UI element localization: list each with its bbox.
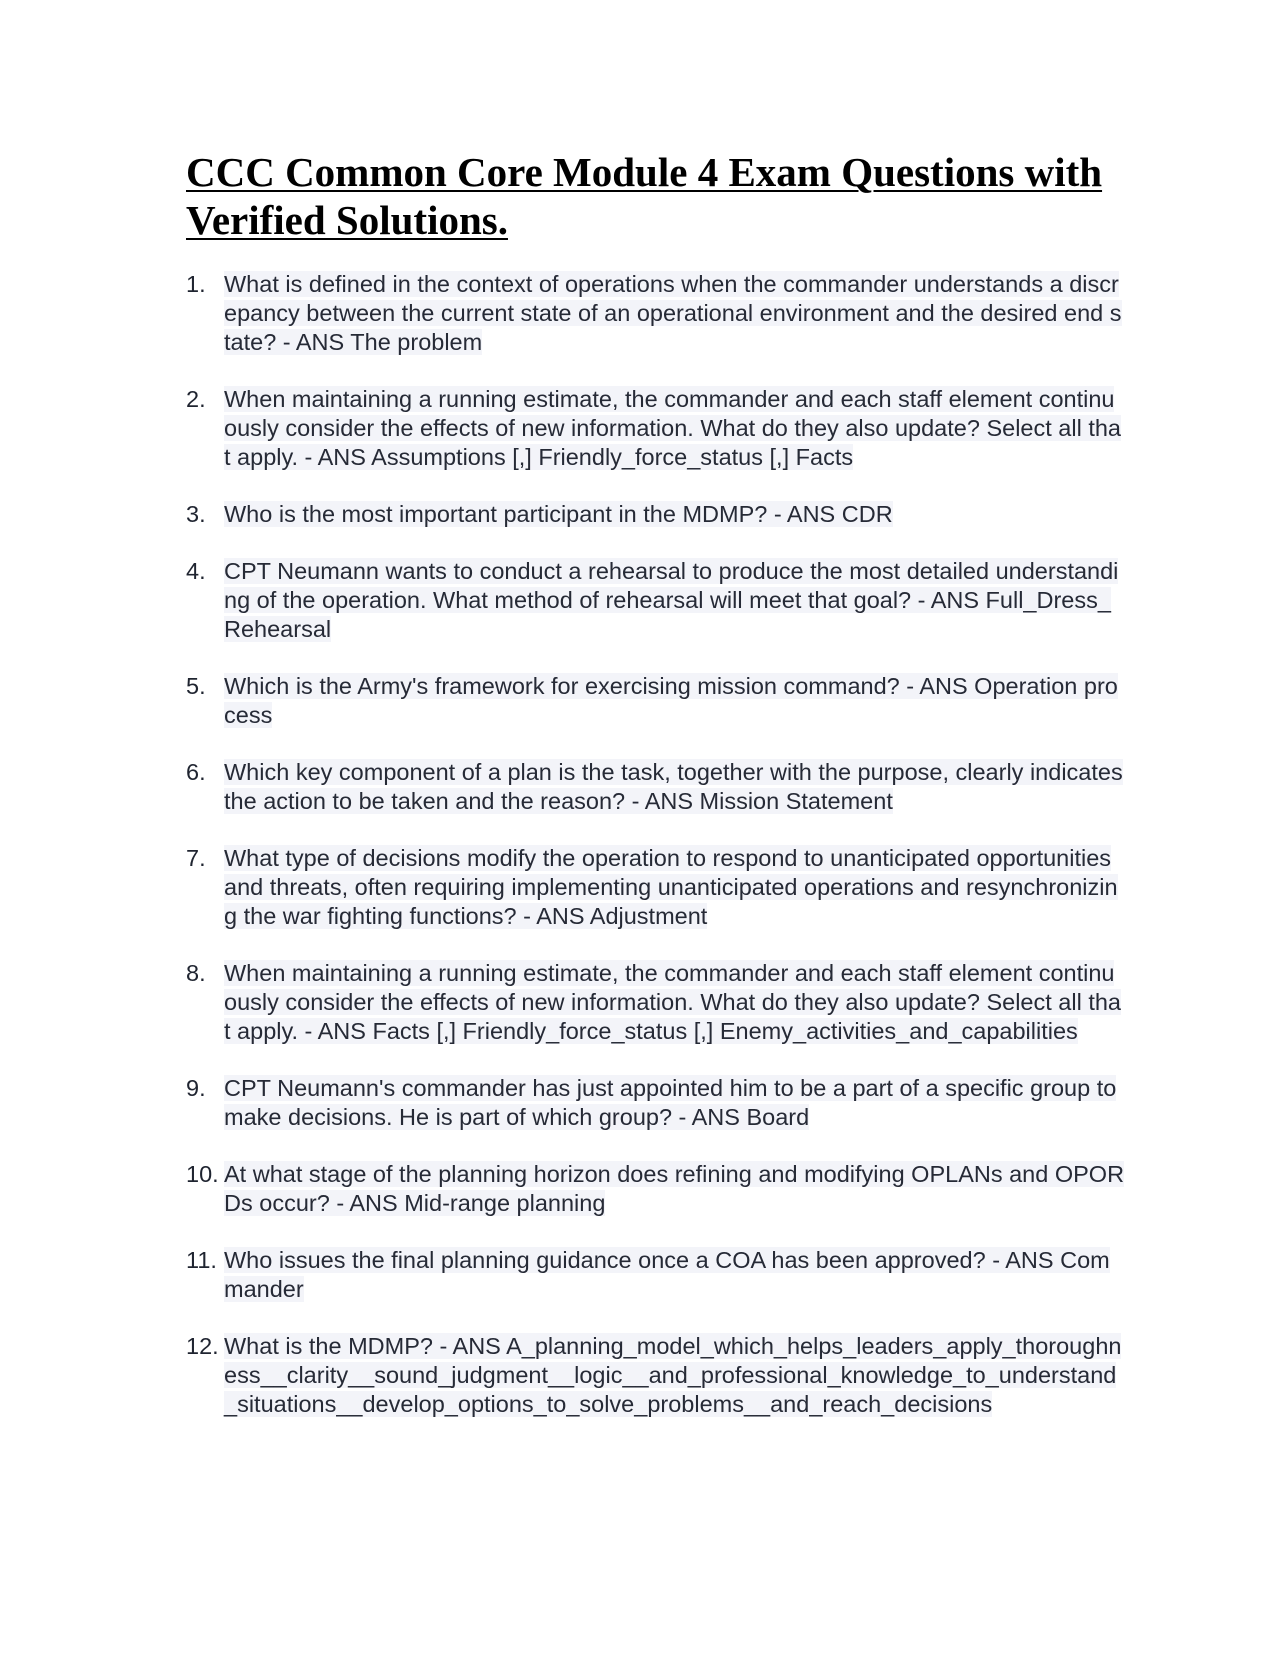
question-list (186, 270, 1126, 1419)
item-text (224, 1246, 1126, 1304)
question-answer-text: When maintaining a running estimate, the commander and each staff element continuously consider the effects of new information. What do they also update? Select all that apply. - ANS Facts [,] Friendly_force_status [,] Enemy_activities_and_capabilities (224, 960, 1122, 1044)
item-text (224, 500, 1126, 529)
question-answer-text: What is defined in the context of operations when the commander understands a discrepancy between the current state of an operational environment and the desired end state? - ANS The problem (224, 271, 1122, 355)
question-answer-text: CPT Neumann's commander has just appointed him to be a part of a specific group to make decisions. He is part of which group? - ANS Board (224, 1075, 1117, 1130)
list-item (186, 959, 1126, 1046)
item-text (224, 672, 1126, 730)
item-number: 11. (186, 1247, 217, 1273)
list-item (186, 1074, 1126, 1132)
item-number: 6. (186, 759, 206, 785)
item-number: 9. (186, 1075, 206, 1101)
list-item (186, 1332, 1126, 1419)
item-number: 1. (186, 271, 206, 297)
item-number: 8. (186, 960, 206, 986)
list-item (186, 557, 1126, 644)
list-item (186, 270, 1126, 357)
question-answer-text: At what stage of the planning horizon does refining and modifying OPLANs and OPORDs occur? - ANS Mid-range planning (224, 1161, 1125, 1216)
item-text (224, 758, 1126, 816)
item-number: 12. (186, 1333, 219, 1359)
item-text (224, 385, 1126, 472)
item-text (224, 959, 1126, 1046)
list-item (186, 385, 1126, 472)
list-item (186, 844, 1126, 931)
question-answer-text: Who issues the final planning guidance once a COA has been approved? - ANS Commander (224, 1247, 1110, 1302)
item-text (224, 844, 1126, 931)
item-number: 3. (186, 501, 206, 527)
item-text (224, 270, 1126, 357)
list-item (186, 1160, 1126, 1218)
document-page (186, 148, 1126, 1447)
item-text (224, 1074, 1126, 1132)
question-answer-text: When maintaining a running estimate, the commander and each staff element continuously consider the effects of new information. What do they also update? Select all that apply. - ANS Assumptions [,] Friendly_force_status [,] Facts (224, 386, 1122, 470)
item-number: 5. (186, 673, 206, 699)
item-number: 7. (186, 845, 206, 871)
document-title: CCC Common Core Module 4 Exam Questions with Verified Solutions. (186, 149, 1103, 243)
item-text (224, 557, 1126, 644)
list-item (186, 1246, 1126, 1304)
list-item (186, 500, 1126, 529)
question-answer-text: What is the MDMP? - ANS A_planning_model_which_helps_leaders_apply_thoroughness__clarity__sound_judgment__logic__and_professional_knowledge_to_understand_situations__develop_options_to_solve_problems__and_reach_decisions (224, 1333, 1122, 1417)
item-number: 4. (186, 558, 206, 584)
question-answer-text: Who is the most important participant in the MDMP? - ANS CDR (224, 501, 893, 527)
question-answer-text: CPT Neumann wants to conduct a rehearsal to produce the most detailed understanding of the operation. What method of rehearsal will meet that goal? - ANS Full_Dress_Rehearsal (224, 558, 1119, 642)
item-number: 2. (186, 386, 206, 412)
item-number: 10. (186, 1161, 219, 1187)
question-answer-text: Which key component of a plan is the task, together with the purpose, clearly indicates the action to be taken and the reason? - ANS Mission Statement (224, 759, 1123, 814)
item-text (224, 1332, 1126, 1419)
list-item (186, 672, 1126, 730)
question-answer-text: Which is the Army's framework for exercising mission command? - ANS Operation process (224, 673, 1118, 728)
list-item (186, 758, 1126, 816)
item-text (224, 1160, 1126, 1218)
question-answer-text: What type of decisions modify the operation to respond to unanticipated opportunities and threats, often requiring implementing unanticipated operations and resynchronizing the war fighting functions? - ANS Adjustment (224, 845, 1118, 929)
